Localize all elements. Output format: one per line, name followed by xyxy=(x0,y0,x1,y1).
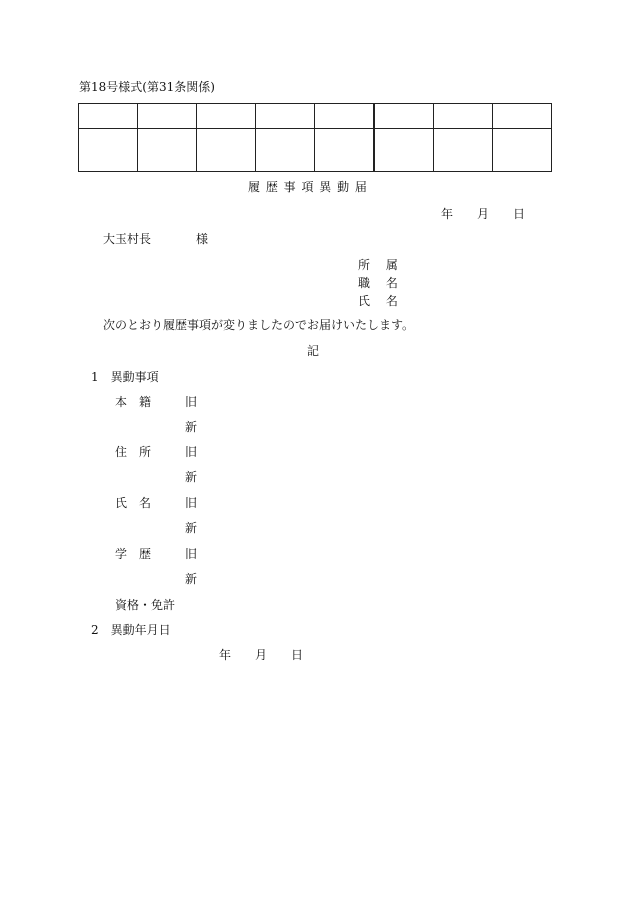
item-label-name: 氏 名 xyxy=(115,496,152,510)
stamp-cell xyxy=(197,104,256,129)
date-month-label: 月 xyxy=(477,207,490,221)
applicant-position-label: 職 名 xyxy=(358,276,404,290)
item-label-education: 学 歴 xyxy=(115,547,152,561)
date-day-label: 日 xyxy=(513,207,526,221)
date-year-label: 年 xyxy=(441,207,454,221)
stamp-cell xyxy=(374,104,434,129)
item-old-marker: 旧 xyxy=(185,445,198,459)
addressee-honorific: 様 xyxy=(196,232,209,246)
section1-heading: 1 異動事項 xyxy=(91,370,159,384)
addressee-name: 大玉村長 xyxy=(103,232,152,246)
item-old-marker: 旧 xyxy=(185,496,198,510)
stamp-cell xyxy=(79,104,138,129)
stamp-cell xyxy=(138,104,197,129)
stamp-cell xyxy=(315,104,375,129)
item-old-marker: 旧 xyxy=(185,395,198,409)
change-date-month-label: 月 xyxy=(255,648,268,662)
form-number: 第18号様式(第31条関係) xyxy=(79,80,215,94)
statement-text: 次のとおり履歴事項が変りましたのでお届けいたします。 xyxy=(103,318,415,332)
item-new-marker: 新 xyxy=(185,521,198,535)
change-date-day-label: 日 xyxy=(291,648,304,662)
stamp-cell xyxy=(138,129,197,172)
item-old-marker: 旧 xyxy=(185,547,198,561)
section2-heading: 2 異動年月日 xyxy=(91,623,171,637)
stamp-cell xyxy=(197,129,256,172)
change-date-year-label: 年 xyxy=(219,648,232,662)
note-mark: 記 xyxy=(307,344,320,358)
qualification-label: 資格・免許 xyxy=(115,598,176,612)
item-new-marker: 新 xyxy=(185,572,198,586)
stamp-cell xyxy=(315,129,375,172)
stamp-cell xyxy=(256,129,315,172)
document-title: 履 歴 事 項 異 動 届 xyxy=(248,180,368,194)
stamp-cell xyxy=(434,129,493,172)
approval-stamp-table xyxy=(78,103,552,172)
item-label-honseki: 本 籍 xyxy=(115,395,152,409)
stamp-cell xyxy=(79,129,138,172)
item-new-marker: 新 xyxy=(185,470,198,484)
stamp-cell xyxy=(493,104,552,129)
item-new-marker: 新 xyxy=(185,420,198,434)
stamp-cell xyxy=(256,104,315,129)
stamp-cell xyxy=(374,129,434,172)
item-label-address: 住 所 xyxy=(115,445,152,459)
stamp-cell xyxy=(493,129,552,172)
stamp-cell xyxy=(434,104,493,129)
applicant-name-label: 氏 名 xyxy=(358,294,404,308)
applicant-affiliation-label: 所 属 xyxy=(358,258,404,272)
